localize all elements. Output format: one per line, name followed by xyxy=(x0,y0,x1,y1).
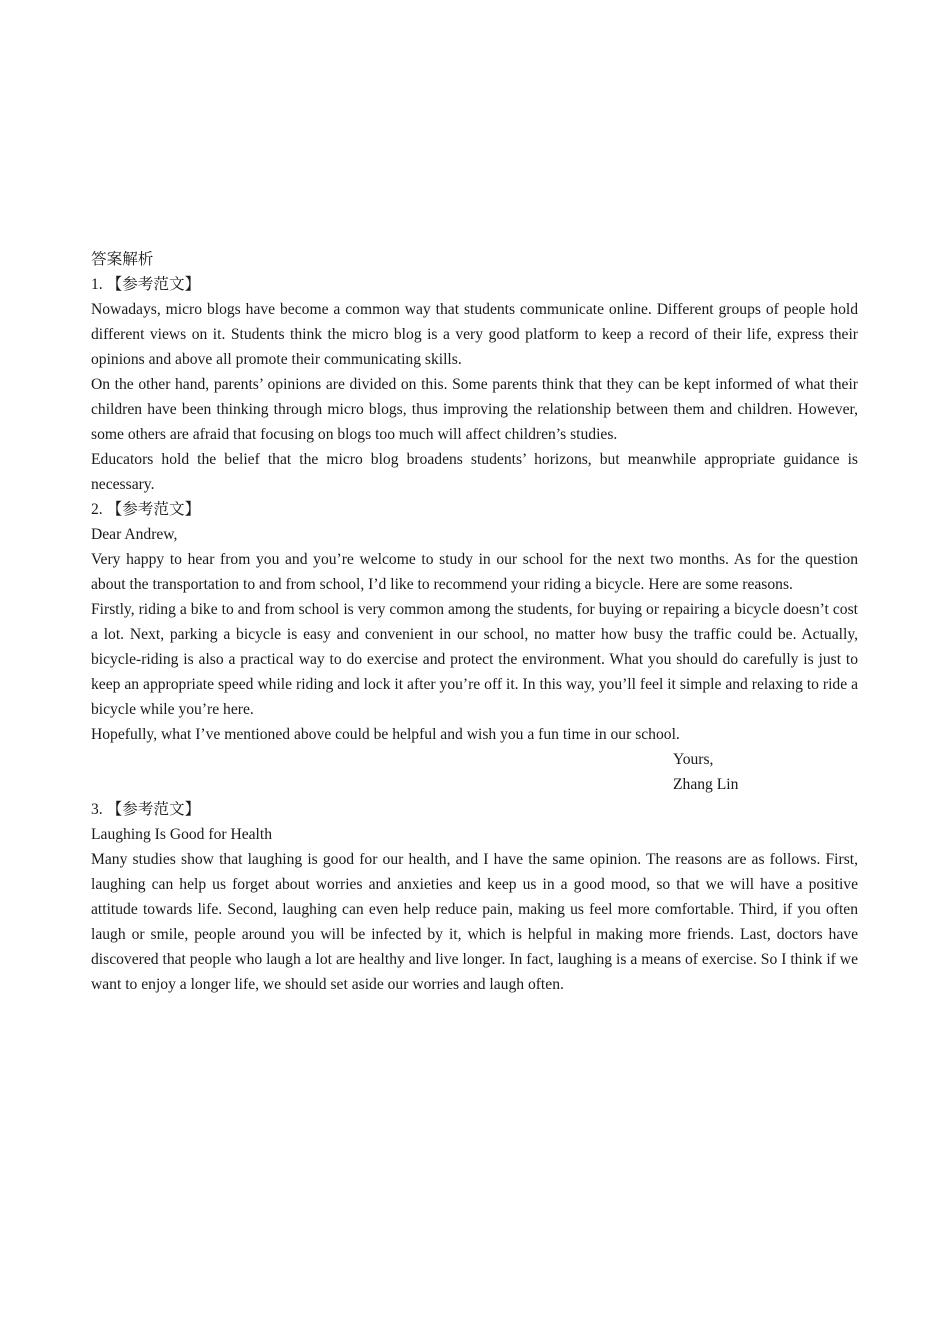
section-2-paragraph-1: Very happy to hear from you and you’re welcome to study in our school for the next two months. As for the question about the transportation to and from school, I’d like to recommend your riding a bicycle. Here are some reasons. xyxy=(91,551,858,593)
section-2-paragraph-2: Firstly, riding a bike to and from school is very common among the students, for buying or repairing a bicycle doesn’t cost a lot. Next, parking a bicycle is easy and convenient in our school, no matter how busy the traffic could be. Actually, bicycle-riding is also a practical way to do exercise and protect the environment. What you should do carefully is just to keep an appropriate speed while riding and lock it after you’re off it. In this way, you’ll feel it simple and relaxing to ride a bicycle while you’re here. xyxy=(91,601,858,718)
essay-title: Laughing Is Good for Health xyxy=(91,826,273,843)
section-1-paragraph-3: Educators hold the belief that the micro blog broadens students’ horizons, but meanwhile appropriate guidance is necessary. xyxy=(91,451,858,493)
answer-heading: 答案解析 xyxy=(91,251,154,268)
section-3-label: 3. 【参考范文】 xyxy=(91,801,201,818)
section-1-label: 1. 【参考范文】 xyxy=(91,276,201,293)
section-2-paragraph-3: Hopefully, what I’ve mentioned above could be helpful and wish you a fun time in our school. xyxy=(91,726,680,743)
letter-signature: Zhang Lin xyxy=(673,776,739,793)
section-1-paragraph-1: Nowadays, micro blogs have become a common way that students communicate online. Different groups of people hold different views on it. Students think the micro blog is a very good platform to keep a record of their life, express their opinions and above all promote their communicating skills. xyxy=(91,301,858,368)
section-3-paragraph-1: Many studies show that laughing is good for our health, and I have the same opinion. The reasons are as follows. First, laughing can help us forget about worries and anxieties and keep us in a good mood, so that we will have a positive attitude towards life. Second, laughing can even help reduce pain, making us feel more comfortable. Third, if you often laugh or smile, people around you will be infected by it, which is helpful in making more friends. Last, doctors have discovered that people who laugh a lot are healthy and live longer. In fact, laughing is a means of exercise. So I think if we want to enjoy a longer life, we should set aside our worries and laugh often. xyxy=(91,851,858,993)
section-1-paragraph-2: On the other hand, parents’ opinions are divided on this. Some parents think that they can be kept informed of what their children have been thinking through micro blogs, thus improving the relationship between them and children. However, some others are afraid that focusing on blogs too much will affect children’s studies. xyxy=(91,376,858,443)
answer-document xyxy=(91,247,858,997)
letter-greeting: Dear Andrew, xyxy=(91,526,178,543)
letter-closing: Yours, xyxy=(673,751,714,768)
section-2-label: 2. 【参考范文】 xyxy=(91,501,201,518)
